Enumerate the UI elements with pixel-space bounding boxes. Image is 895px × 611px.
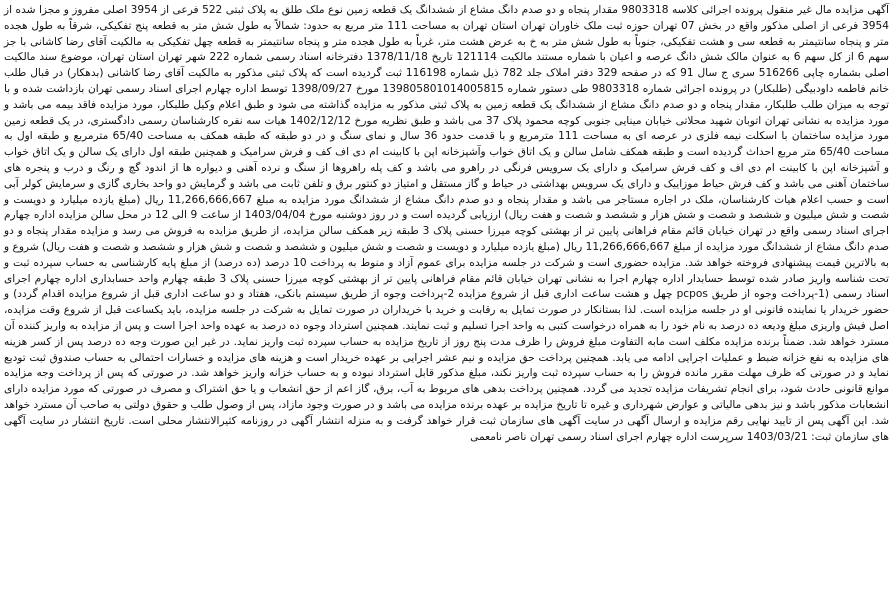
notice-paragraph: آگهی مزایده مال غیر منقول پرونده اجرائی کلاسه 9803318 مقدار پنجاه و دو صدم دانگ مشاع از ششدانگ یک قطعه زمین نوع ملک طلق به پلاک ثبتی 522 فرعی از 3954 اصلی مفروز و مجزا شده از 3954 فرعی از اصلی مذکور واقع در بخش 07 تهران حوزه ثبت ملک خاوران تهران استان تهران به مساحت 111 متر مربع به حدود: شمالاً به طول شش متر به قطعه پنج تفکیکی، شرقاً به طول هجده متر و پنجاه سانتیمتر به قطعه سی و هشت تفکیکی، جنوباً به طول شش متر به خ به عرض هشت متر، غرباً به طول هجده متر و پنجاه سانتیمتر به قطعه چهل تفکیکی به مالکیت آقای رضا کاشانی با جز سهم 6 از کل سهم 6 به عنوان مالک شش دانگ عرصه و اعیان با شماره مستند مالکیت 121114 تاریخ 1378/11/18 دفترخانه اسناد رسمی شماره 222 شهر تهران استان تهران، موضوع سند مالکیت اصلی بشماره چاپی 516266 سری ج سال 91 که در صفحه 329 دفتر املاک جلد 782 ذیل شماره 116198 ثبت گردیده است که پلاک ثبتی مذکور به مالکیت آقای رضا کاشانی (بدهکار) در قبال طلب خانم فاطمه داودبیگی (طلبکار) در پرونده اجرائی شماره 9803318 طی دستور شماره 139805801014005815 مورخ 1398/09/27 توسط اداره چهارم اجرای اسناد رسمی تهران بازداشت شده و با توجه به میزان طلب طلبکار، مقدار پنجاه و دو صدم دانگ مشاع از ششدانگ یک قطعه زمین به پلاک ثبتی مذکور به مزایده گذاشته می شود و طبق اعلام وکیل طلبکار، مورد مزایده فاقد بیمه می باشد و مورد مزایده به نشانی تهران اتوبان شهید محلاتی خیابان مینایی جنوبی کوچه محمود پلاک 37 می باشد و طبق نظریه مورخ 1402/12/12 هیات سه نفره کارشناسان رسمی دادگستری، در یک قطعه زمین مورد مزایده ساختمان با اسکلت نیمه فلزی در عرصه ای به مساحت 111 مترمربع و با قدمت حدود 36 سال و نمای سنگ و در دو طبقه که طبقه همکف به مساحت 65/40 مترمربع و طبقه اول به مساحت 65/40 متر مربع احداث گردیده است و طبقه همکف شامل سالن و یک اتاق خواب وآشپزخانه اپن با کابینت ام دی اف کف و فرش سرامیک و همچنین طبقه اول دارای یک سالن و یک اتاق خواب و آشپزخانه اپن با کابینت ام دی اف و کف فرش سرامیک و دارای یک سرویس فرنگی در راهرو می باشد و کف پله راهروها از سنگ و نرده آهنی و دیواره ها از اندود گچ و رنگ و درب و پنجره های ساختمان آهنی می باشد و کف فرش حیاط موزاییک و دارای یک سرویس بهداشتی در حیاط و گاز مستقل و امتیاز دو کنتور برق و تلفن ثابت می باشد و گرمایش دو واحد بخاری گازی و سرمایش کولر آبی است و حسب اعلام هیات کارشناسان، ملک در اجاره مستاجر می باشد و مقدار پنجاه و دو صدم دانگ مشاع از ششدانگ مورد مزایده به مبلغ 11,266,666,667 ریال (مبلغ یازده میلیارد و دویست و شصت و شش میلیون و ششصد و شصت و شش هزار و ششصد و شصت و هفت ریال) ارزیابی گردیده است و در روز دوشنبه مورخ 1403/04/04 از ساعت 9 الی 12 در محل سالن مزایده اداره چهارم اجرای اسناد رسمی واقع در تهران خیابان قائم مقام فراهانی پایین تر از بهشتی کوچه میرزا حسنی پلاک 3 طبقه زیر همکف سالن مزایده، از طریق مزایده به فروش می رسد و مزایده مقدار پنجاه و دو صدم دانگ مشاع از ششدانگ مورد مزایده از مبلغ 11,266,666,667 ریال (مبلغ یازده میلیارد و دویست و شصت و شش میلیون و ششصد و شصت و شش هزار و ششصد و شصت و هفت ریال) شروع و به بالاترین قیمت پیشنهادی فروخته خواهد شد. مزایده حضوری است و شرکت در جلسه مزایده برای عموم آزاد و منوط به پرداخت 10 درصد (ده درصد) از مبلغ پایه کارشناسی به حساب سپرده ثبت و تحت شناسه واریز صادر شده توسط حسابدار اداره چهارم اجرا به نشانی تهران خیابان قائم مقام فراهانی پایین تر از بهشتی کوچه میرزا حسنی پلاک 3 طبقه چهارم واحد حسابداری اداره چهارم اجرای اسناد رسمی (1-پرداخت وجوه از طریق pcpos چهل و هشت ساعت اداری قبل از شروع مزایده 2-پرداخت وجوه از طریق سیستم بانکی، هفتاد و دو ساعت اداری قبل از شروع مزایده اقدام گردد) و حضور خریدار یا نماینده قانونی او در جلسه مزایده است. لذا بستانکار در صورت تمایل به رقابت و خرید با خریداران در صورت تمایل به شرکت در جلسه مزایده، باید یکساعت قبل از شروع وقت مزایده، اصل فیش واریزی مبلغ ودیعه ده درصد به نام خود را به همراه درخواست کتبی به واحد اجرا تسلیم و ثبت نمایند. همچنین استرداد وجوه ده درصد به عهده واحد اجرا است و پس از مزایده به واریز کننده آن مسترد خواهد شد. ضمناً برنده مزایده مکلف است مابه التفاوت مبلغ فروش را ظرف مدت پنج روز از تاریخ مزایده به حساب سپرده ثبت واریز نماید. در غیر این صورت وجه ده درصد پس از کسر هزینه های مزایده به نفع خزانه ضبط و عملیات اجرایی ادامه می یابد. همچنین پرداخت حق مزایده و نیم عشر اجرایی بر عهده خریدار است و هزینه های مزایده و خسارات احتمالی به حساب صندوق ثبت تودیع نماید و در صورتی که ظرف مهلت مقرر مانده فروش را به حساب سپرده ثبت واریز نکند، مبلغ مذکور قابل استرداد نبوده و به حساب خزانه واریز خواهد شد. در صورتی که پس از پرداخت وجه مزایده موانع قانونی حادث شود، برای انجام تشریفات مزایده تجدید می گردد. همچنین پرداخت بدهی های مربوط به آب، برق، گاز اعم از حق انشعاب و یا حق اشتراک و مصرف در صورتی که مورد مزایده دارای انشعابات مذکور باشد و نیز بدهی مالیاتی و عوارض شهرداری و غیره تا تاریخ مزایده بر عهده برنده مزایده می باشد و در صورت وجود مازاد، پس از وصول طلب و حقوق دولتی به صاحب آن مسترد خواهد شد. این آگهی پس از تایید نهایی رقم مزایده و ارسال آگهی در سایت آگهی های سازمان ثبت قرار خواهد گرفت و به منزله انتشار آگهی در روزنامه کثیرالانتشار محلی است. تاریخ انتشار در سایت آگهی های سازمان ثبت: 1403/03/21 سرپرست اداره چهارم اجرای اسناد رسمی تهران ناصر نامعمی (4, 4, 890, 443)
